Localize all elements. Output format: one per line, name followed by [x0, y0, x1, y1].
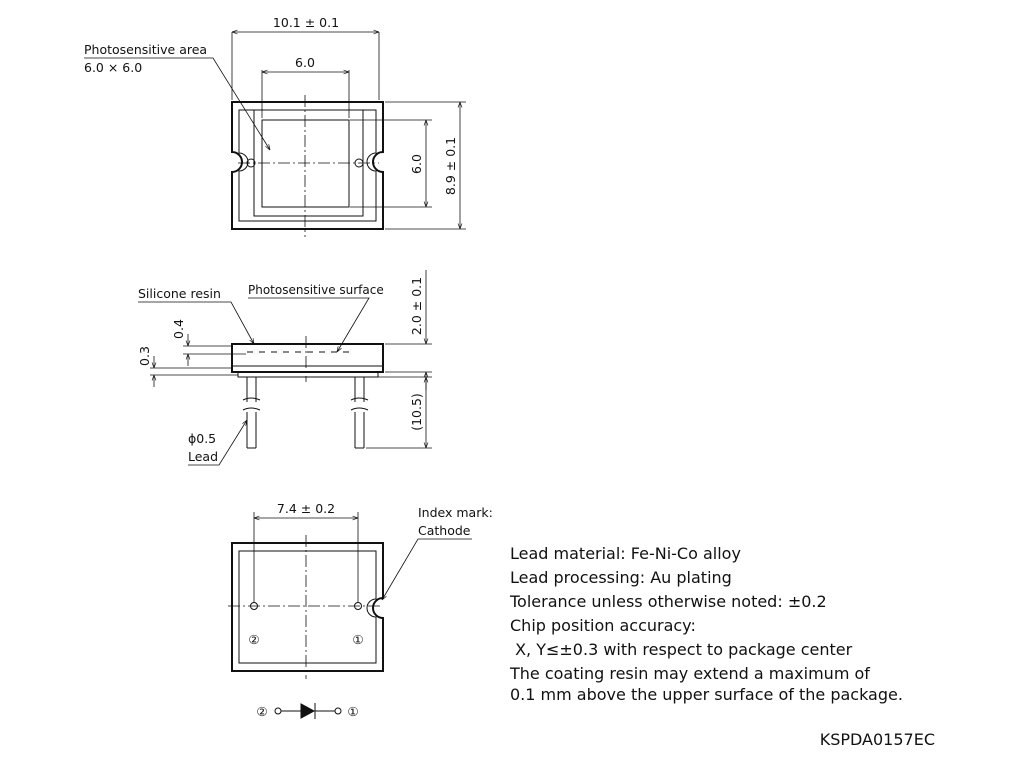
resin-label: Silicone resin	[138, 286, 221, 301]
resin-leader	[138, 302, 254, 344]
width-dim: 10.1 ± 0.1	[272, 15, 340, 30]
area-label-line2: 6.0 × 6.0	[84, 60, 143, 75]
bottom-view	[228, 501, 493, 679]
lead-right	[355, 377, 364, 448]
diode-triangle	[301, 704, 314, 718]
pitch-dim: 7.4 ± 0.2	[276, 501, 336, 516]
note-line: Lead material: Fe-Ni-Co alloy	[510, 544, 741, 563]
index-label-line1: Index mark:	[418, 505, 493, 520]
lead-label-line1: ϕ0.5	[188, 431, 217, 446]
surface-label: Photosensitive surface	[248, 283, 384, 297]
note-line: The coating resin may extend a maximum of	[510, 664, 870, 683]
note-line: X, Y≤±0.3 with respect to package center	[510, 640, 853, 659]
symbol-pin1: ①	[347, 704, 359, 719]
dim-03: 0.3	[137, 346, 152, 366]
symbol-pin2: ②	[256, 704, 268, 719]
diode-symbol	[256, 703, 358, 719]
side-package-body	[232, 344, 383, 372]
dim-thickness: 2.0 ± 0.1	[409, 276, 424, 336]
side-view	[137, 270, 432, 465]
dim-lead-length: (10.5)	[409, 393, 424, 431]
index-label-line2: Cathode	[418, 523, 471, 538]
height-dim: 8.9 ± 0.1	[443, 136, 458, 196]
lead-label-line2: Lead	[188, 449, 219, 464]
inner-width-dim: 6.0	[295, 55, 315, 70]
bottom-package-outline	[232, 543, 383, 671]
dim-04: 0.4	[171, 319, 186, 339]
photosensitive-area	[262, 120, 349, 207]
note-line: 0.1 mm above the upper surface of the package.	[510, 685, 903, 704]
index-leader	[382, 539, 472, 600]
note-line: Tolerance unless otherwise noted: ±0.2	[510, 592, 827, 611]
inner-height-dim: 6.0	[409, 154, 424, 174]
top-view	[84, 15, 466, 237]
notes-block	[509, 544, 903, 704]
lead-left	[247, 377, 256, 448]
drawing-code: KSPDA0157EC	[819, 730, 935, 749]
pin1-marker: ①	[352, 632, 364, 647]
note-line: Chip position accuracy:	[510, 616, 696, 635]
area-label-line1: Photosensitive area	[84, 42, 208, 57]
note-line: Lead processing: Au plating	[510, 568, 732, 587]
pin2-marker: ②	[248, 632, 260, 647]
